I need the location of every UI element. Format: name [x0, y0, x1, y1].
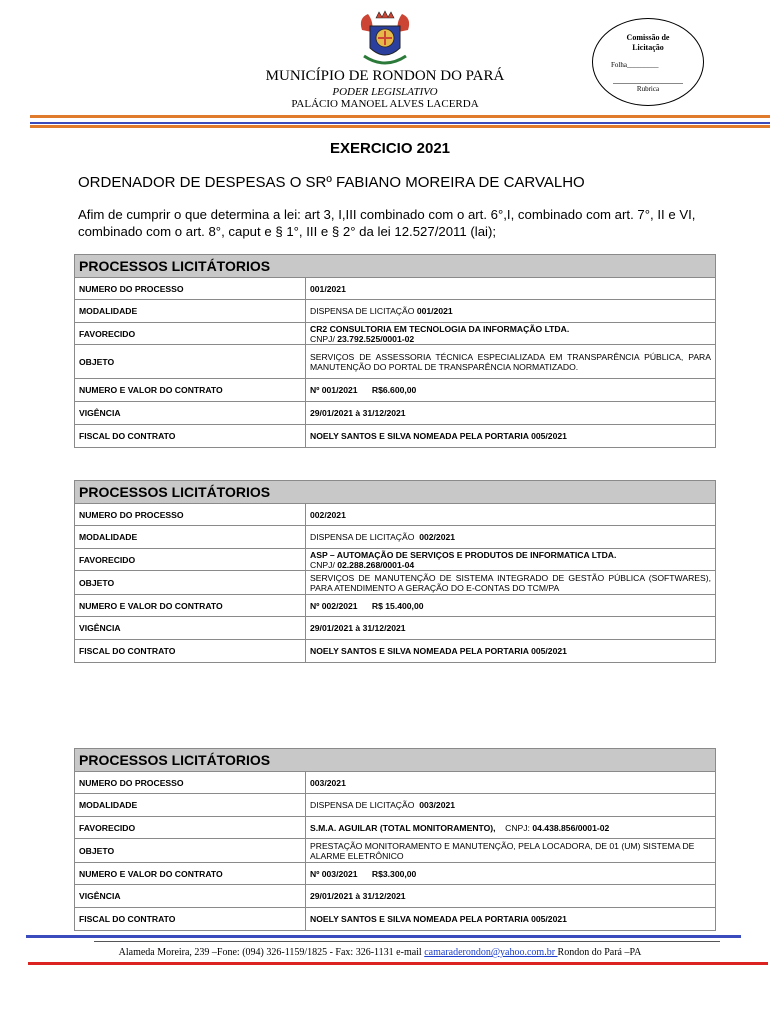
value-objeto: PRESTAÇÃO MONITORAMENTO E MANUTENÇÃO, PELA LOCADORA, DE 01 (UM) SISTEMA DE ALARME ELETRÔNICO [306, 839, 716, 863]
ordenador-line: ORDENADOR DE DESPESAS O SRº FABIANO MOREIRA DE CARVALHO [78, 174, 585, 191]
modalidade-text: DISPENSA DE LICITAÇÃO [310, 800, 420, 810]
label-objeto: OBJETO [75, 571, 306, 595]
label-fiscal: FISCAL DO CONTRATO [75, 640, 306, 663]
modalidade-text: DISPENSA DE LICITAÇÃO [310, 532, 420, 542]
value-favorecido [306, 323, 716, 345]
label-vigencia: VIGÊNCIA [75, 617, 306, 640]
value-modalidade [306, 526, 716, 549]
header-rule-orange-2 [30, 125, 770, 128]
label-favorecido: FAVORECIDO [75, 323, 306, 345]
value-vigencia: 29/01/2021 à 31/12/2021 [306, 885, 716, 908]
stamp-title-line2: Licitação [632, 43, 664, 52]
label-vigencia: VIGÊNCIA [75, 402, 306, 425]
modalidade-number: 002/2021 [419, 532, 456, 542]
value-vigencia: 29/01/2021 à 31/12/2021 [306, 617, 716, 640]
value-numero: 001/2021 [306, 278, 716, 300]
label-fiscal: FISCAL DO CONTRATO [75, 908, 306, 931]
footer-address [0, 947, 760, 958]
table-header: PROCESSOS LICITÁTORIOS [75, 749, 716, 772]
value-favorecido [306, 817, 716, 839]
footer-rule-thin [94, 941, 720, 942]
cnpj-label: CNPJ/ [310, 333, 338, 344]
stamp-rubrica: Rubrica [636, 85, 660, 93]
value-fiscal: NOELY SANTOS E SILVA NOMEADA PELA PORTARIA 005/2021 [306, 425, 716, 448]
label-vigencia: VIGÊNCIA [75, 885, 306, 908]
label-contrato: NUMERO E VALOR DO CONTRATO [75, 863, 306, 885]
value-numero: 003/2021 [306, 772, 716, 794]
value-objeto: SERVIÇOS DE MANUTENÇÃO DE SISTEMA INTEGRADO DE GESTÃO PÚBLICA (SOFTWARES), PARA ATENDIMENTO A GERAÇÃO DO E-CONTAS DO TCM/PA [306, 571, 716, 595]
footer-rule-red [28, 962, 768, 965]
value-objeto: SERVIÇOS DE ASSESSORIA TÉCNICA ESPECIALIZADA EM TRANSPARÊNCIA PÚBLICA, PARA MANUTENÇÃO DO PORTAL DE TRANSPARÊNCIA NORMATIZADO. [306, 345, 716, 379]
favorecido-name: ASP – AUTOMAÇÃO DE SERVIÇOS E PRODUTOS DE INFORMATICA LTDA. [310, 549, 617, 560]
process-table-2 [74, 480, 716, 663]
label-favorecido: FAVORECIDO [75, 817, 306, 839]
value-modalidade [306, 300, 716, 323]
label-contrato: NUMERO E VALOR DO CONTRATO [75, 595, 306, 617]
favorecido-cnpj: 04.438.856/0001-02 [532, 822, 610, 833]
value-favorecido [306, 549, 716, 571]
stamp-folha: Folha_________ [611, 61, 659, 69]
value-fiscal: NOELY SANTOS E SILVA NOMEADA PELA PORTARIA 005/2021 [306, 640, 716, 663]
footer-address-text: Alameda Moreira, 239 –Fone: (094) 326-1159/1825 - Fax: 326-1131 e-mail [118, 947, 425, 958]
value-contrato: Nº 002/2021 R$ 15.400,00 [306, 595, 716, 617]
header-rule-orange [30, 115, 770, 118]
document-title: EXERCICIO 2021 [329, 140, 451, 157]
favorecido-name: CR2 CONSULTORIA EM TECNOLOGIA DA INFORMAÇÃO LTDA. [310, 323, 570, 334]
stamp-title-line1: Comissão de [626, 33, 670, 42]
modalidade-number: 003/2021 [419, 800, 456, 810]
label-modalidade: MODALIDADE [75, 526, 306, 549]
table-header: PROCESSOS LICITÁTORIOS [75, 255, 716, 278]
value-vigencia: 29/01/2021 à 31/12/2021 [306, 402, 716, 425]
legal-paragraph: Afim de cumprir o que determina a lei: art 3, I,III combinado com o art. 6°,I, combinado com art. 7°, II e VI, combinado com o art. 8°, caput e § 1°, III e § 2° da lei 12.527/2011 (lai); [78, 207, 696, 239]
label-objeto: OBJETO [75, 839, 306, 863]
value-modalidade [306, 794, 716, 817]
value-numero: 002/2021 [306, 504, 716, 526]
footer-email-link[interactable]: camaraderondon@yahoo.com.br [424, 947, 558, 958]
table-header: PROCESSOS LICITÁTORIOS [75, 481, 716, 504]
label-numero: NUMERO DO PROCESSO [75, 278, 306, 300]
label-modalidade: MODALIDADE [75, 794, 306, 817]
footer-rule-blue [26, 935, 741, 938]
favorecido-cnpj: 02.288.268/0001-04 [337, 559, 415, 570]
label-numero: NUMERO DO PROCESSO [75, 772, 306, 794]
palace-name: PALÁCIO MANOEL ALVES LACERDA [291, 98, 479, 110]
municipal-crest-icon [356, 8, 414, 70]
process-table-3 [74, 748, 716, 931]
header-rule-blue [30, 122, 770, 124]
label-contrato: NUMERO E VALOR DO CONTRATO [75, 379, 306, 402]
cnpj-label: CNPJ/ [310, 559, 338, 570]
value-contrato: Nº 001/2021 R$6.600,00 [306, 379, 716, 402]
value-fiscal: NOELY SANTOS E SILVA NOMEADA PELA PORTARIA 005/2021 [306, 908, 716, 931]
label-objeto: OBJETO [75, 345, 306, 379]
favorecido-name: S.M.A. AGUILAR (TOTAL MONITORAMENTO), [310, 822, 496, 833]
process-table-1 [74, 254, 716, 448]
label-fiscal: FISCAL DO CONTRATO [75, 425, 306, 448]
cnpj-label: CNPJ: [495, 822, 533, 833]
label-modalidade: MODALIDADE [75, 300, 306, 323]
legislative-power: PODER LEGISLATIVO [332, 86, 438, 98]
municipality-title: MUNICÍPIO DE RONDON DO PARÁ [265, 68, 505, 84]
label-numero: NUMERO DO PROCESSO [75, 504, 306, 526]
footer-city: Rondon do Pará –PA [557, 947, 642, 958]
modalidade-text: DISPENSA DE LICITAÇÃO [310, 306, 417, 316]
label-favorecido: FAVORECIDO [75, 549, 306, 571]
modalidade-number: 001/2021 [416, 306, 453, 316]
value-contrato: Nº 003/2021 R$3.300,00 [306, 863, 716, 885]
favorecido-cnpj: 23.792.525/0001-02 [337, 333, 415, 344]
